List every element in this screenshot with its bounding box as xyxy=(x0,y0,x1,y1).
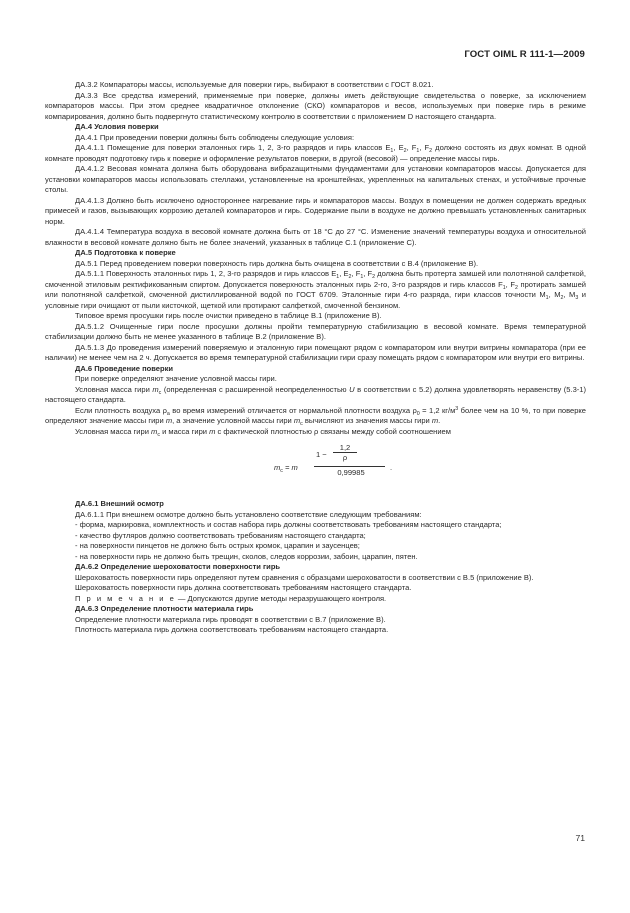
paragraph-da6-2: Условная масса гири $m_c$ (определенная с расширенной неопределенностью U в соответствии с 5.2) должна удовлетворять неравенству (5.3-1) настоящего стандарта. xyxy=(45,384,587,404)
paragraph-da513: ДА.5.1.3 До проведения измерений поверяемую и эталонную гири помещают рядом с компаратором или внутри витрины компаратора (при ее наличии) не менее чем на 2 ч. Допускается во время температурной стабилизации гири сразу помещать рядом с компаратором или внутри его витрины. xyxy=(45,342,586,362)
paragraph-da414: ДА.4.1.4 Температура воздуха в весовой комнате должна быть от 18 °С до 27 °С. Изменение значений температуры воздуха и относительной влажности в весовой комнате должно быть не более значений, указанных в таблице С.1 (приложение С). xyxy=(45,227,586,247)
paragraph-da411: ДА.4.1.1 Помещение для поверки эталонных гирь 1, 2, 3-го разрядов и гирь классов $E_1$, $E_2$, $F_1$, $F_2$ должно состоять из двух комнат. В одной комнате проводят подготовку гирь к поверке и оформление результатов поверки, в другой (весовой) — определение массы гирь. xyxy=(45,143,586,163)
paragraph-da6-3: Если плотность воздуха $\rho_a$ во время измерений отличается от нормальной плотности воздуха $\rho_0 = 1,2$ $кг/м^3$ более чем на 10 %, то при поверке определяют значение массы гири m, а значение условной массы гири $m_c$ вычисляют из значения массы гири m. xyxy=(45,405,587,427)
paragraph-da611: ДА.6.1.1 При внешнем осмотре должно быть установлено соответствие следующим требованиям: xyxy=(75,509,422,519)
document-body xyxy=(45,80,586,636)
paragraph-da412: ДА.4.1.2 Весовая комната должна быть оборудована вибрazащитными фундаментами для установки компараторов массы. Допускается для установки компараторов массы использовать стеллажи, установленные на кронштейнах, укрепленных на капитальных стенах, и устойчивые прочные столы. xyxy=(45,164,586,194)
list-item: - форма, маркировка, комплектность и состав набора гирь должны соответствовать требованиям настоящего стандарта; xyxy=(75,520,502,529)
paragraph-typical-time: Типовое время просушки гирь после очистки приведено в таблице В.1 (приложение В). xyxy=(75,311,382,320)
paragraph-da511: ДА.5.1.1 Поверхность эталонных гирь 1, 2, 3-го разрядов и гирь классов $E_1$, $E_2$, $F_1$, $F_2$ должна быть протерта замшей или полотняной салфеткой, смоченной этиловым ректификованным спиртом. Допускается поверхность эталонных гирь 2-го, 3-го разрядов и гирь классов $F_1$, $F_2$ протирать замшей или полотняной салфеткой, смоченной дистиллированной водой по ГОСТ 6709. Эталонные гири 4-го разряда, гири классов точности $M_1$, $M_2$, $M_3$ и условные гири очищают от пыли кисточкой, щеткой или протирают салфеткой, смоченной бензином. xyxy=(45,269,586,310)
list-item: - качество футляров должно соответствовать требованиям настоящего стандарта; xyxy=(75,530,366,540)
heading-da4: ДА.4 Условия поверки xyxy=(75,122,159,131)
paragraph-da51: ДА.5.1 Перед проведением поверки поверхность гирь должна быть очищена в соответствии с В.4 (приложение В). xyxy=(75,258,479,268)
paragraph-da6-1: При поверке определяют значение условной массы гири. xyxy=(75,374,277,383)
paragraph-da32: ДА.3.2 Компараторы массы, используемые для поверки гирь, выбирают в соответствии с ГОСТ 8.021. xyxy=(75,80,434,89)
paragraph-da63-2: Плотность материала гирь должна соответствовать требованиям настоящего стандарта. xyxy=(75,625,389,634)
formula-fraction xyxy=(311,443,391,479)
formula-numerator: 1 − 1,2 ρ xyxy=(311,443,391,462)
page-header: ГОСТ OIML R 111-1—2009 xyxy=(464,49,585,60)
formula-lhs: $m_c = m$ xyxy=(274,463,298,474)
paragraph-da63-1: Определение плотности материала гирь проводят в соответствии с В.7 (приложение В). xyxy=(75,614,386,624)
page-number: 71 xyxy=(575,833,585,843)
paragraph-da33: ДА.3.3 Все средства измерений, применяемые при поверке, должны иметь действующие свидетельства о поверке, за исключением компараторов массы. При этом среднее квадратичное отклонение (СКО) компараторов и весов, используемых при поверке гирь в режиме компарирования, должно быть подвергнуто статистическому контролю в соответствии с приложением D настоящего стандарта. xyxy=(45,90,586,121)
paragraph-da413: ДА.4.1.3 Должно быть исключено одностороннее нагревание гирь и компараторов массы. Воздух в помещении не должен содержать вредных примесей и газов, вызывающих коррозию деталей компараторов и гирь. Содержание пыли в воздухе не должно превышать установленных санитарных норм. xyxy=(45,195,586,226)
formula-denominator: 0,99985 xyxy=(337,468,365,477)
paragraph-da512: ДА.5.1.2 Очищенные гири после просушки должны пройти температурную стабилизацию в весовой комнате. Время температурной стабилизации должно быть не менее указанного в таблице В.2 (приложение В). xyxy=(45,321,586,341)
heading-da6: ДА.6 Проведение поверки xyxy=(75,363,174,373)
note: П р и м е ч а н и е — Допускаются другие методы неразрушающего контроля. xyxy=(75,593,387,603)
heading-da61: ДА.6.1 Внешний осмотр xyxy=(75,499,164,508)
paragraph-da62-1: Шероховатость поверхности гирь определяют путем сравнения с образцами шероховатости в соответствии с В.5 (приложение В). xyxy=(75,572,534,582)
heading-da62: ДА.6.2 Определение шероховатости поверхности гирь xyxy=(75,562,281,571)
heading-da5: ДА.5 Подготовка к поверке xyxy=(75,248,176,257)
paragraph-da41: ДА.4.1 При проведении поверки должны быть соблюдены следующие условия: xyxy=(75,132,355,142)
paragraph-da6-4: Условная масса гири $m_c$ и масса гири m с фактической плотностью ρ связаны между собой соотношением xyxy=(75,426,451,438)
conventional-mass-formula: $m_c = m$ 1 − 1,2 ρ 0,99985 . xyxy=(274,443,393,477)
list-item: - на поверхности пинцетов не должно быть острых кромок, царапин и заусенцев; xyxy=(75,541,360,550)
list-item: - на поверхности гирь не должно быть трещин, сколов, следов коррозии, забоин, царапин, пятен. xyxy=(75,551,418,561)
paragraph-da62-2: Шероховатость поверхности гирь должна соответствовать требованиям настоящего стандарта. xyxy=(75,583,412,592)
heading-da63: ДА.6.3 Определение плотности материала гирь xyxy=(75,604,254,613)
